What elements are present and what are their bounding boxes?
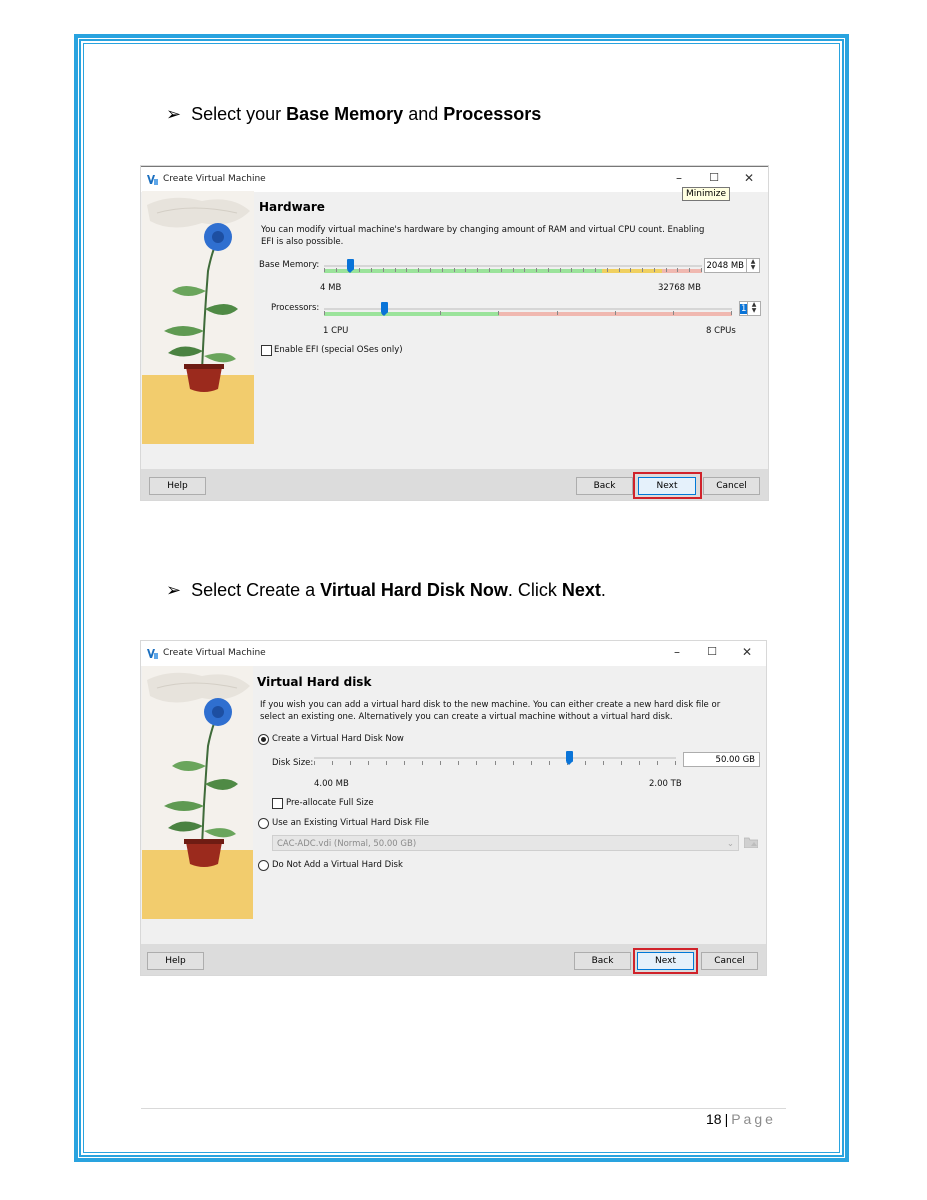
- slider-tick: [619, 268, 620, 272]
- no-disk-label: Do Not Add a Virtual Hard Disk: [272, 860, 403, 870]
- flower-pot-illustration: [142, 191, 254, 444]
- slider-tick: [440, 311, 441, 315]
- slider-tick: [571, 268, 572, 272]
- slider-tick: [731, 311, 732, 315]
- slider-tick: [332, 761, 333, 765]
- slider-tick: [442, 268, 443, 272]
- existing-disk-radio[interactable]: [258, 818, 269, 829]
- base-memory-label: Base Memory:: [259, 260, 320, 270]
- disk-min-label: 4.00 MB: [314, 779, 349, 789]
- preallocate-label: Pre-allocate Full Size: [286, 798, 374, 808]
- page-number: 18 | Page: [706, 1111, 776, 1127]
- disk-description: If you wish you can add a virtual hard disk to the new machine. You can either create a new hard disk file or select an existing one. Alternatively you can create a virtual machine without a virtual hard disk.: [260, 700, 721, 722]
- step1-instruction: ➢ Select your Base Memory and Processors: [166, 104, 542, 124]
- disk-max-label: 2.00 TB: [649, 779, 682, 789]
- slider-tick: [440, 761, 441, 765]
- slider-tick: [639, 761, 640, 765]
- slider-tick: [395, 268, 396, 272]
- slider-tick: [495, 761, 496, 765]
- slider-tick: [548, 268, 549, 272]
- slider-tick: [324, 311, 325, 315]
- no-disk-radio[interactable]: [258, 860, 269, 871]
- create-disk-radio[interactable]: [258, 734, 269, 745]
- chevron-down-icon: ⌄: [726, 839, 734, 849]
- slider-tick: [675, 761, 676, 765]
- base-memory-slider-thumb[interactable]: [347, 259, 354, 270]
- slider-tick: [371, 268, 372, 272]
- slider-tick: [314, 761, 315, 765]
- slider-tick: [595, 268, 596, 272]
- slider-tick: [477, 268, 478, 272]
- processors-slider-thumb[interactable]: [381, 302, 388, 313]
- back-button[interactable]: Back: [574, 952, 631, 970]
- cancel-button[interactable]: Cancel: [703, 477, 760, 495]
- slider-tick: [418, 268, 419, 272]
- slider-tick: [513, 268, 514, 272]
- enable-efi-checkbox[interactable]: [261, 345, 272, 356]
- slider-tick: [430, 268, 431, 272]
- slider-tick: [386, 761, 387, 765]
- bullet-arrow-icon: ➢: [166, 580, 182, 600]
- dialog-button-bar: [141, 469, 768, 500]
- processors-slider[interactable]: [324, 302, 732, 318]
- base-memory-spinbox[interactable]: 2048 MB ▲ ▼: [704, 258, 760, 273]
- slider-tick: [615, 311, 616, 315]
- hardware-panel: [258, 191, 768, 444]
- slider-tick: [536, 268, 537, 272]
- slider-tick: [531, 761, 532, 765]
- preallocate-checkbox[interactable]: [272, 798, 283, 809]
- slider-tick: [642, 268, 643, 272]
- flower-pot-illustration: [142, 666, 253, 919]
- virtualbox-icon: [146, 173, 159, 186]
- spin-arrows-icon[interactable]: ▲ ▼: [746, 259, 759, 272]
- enable-efi-label: Enable EFI (special OSes only): [274, 345, 403, 355]
- next-button-highlight: [633, 948, 698, 974]
- dialog-titlebar: [141, 641, 766, 666]
- back-button[interactable]: Back: [576, 477, 633, 495]
- help-button[interactable]: Help: [147, 952, 204, 970]
- close-icon[interactable]: ✕: [741, 645, 753, 659]
- next-button[interactable]: Next: [637, 952, 694, 970]
- processors-spinbox[interactable]: 1 ▲ ▼: [739, 301, 761, 316]
- slider-tick: [465, 268, 466, 272]
- slider-tick: [513, 761, 514, 765]
- slider-tick: [501, 268, 502, 272]
- next-button[interactable]: Next: [638, 477, 696, 495]
- slider-tick: [498, 311, 499, 315]
- slider-tick: [368, 761, 369, 765]
- slider-tick: [654, 268, 655, 272]
- slider-tick: [630, 268, 631, 272]
- create-disk-label: Create a Virtual Hard Disk Now: [272, 734, 404, 744]
- slider-tick: [701, 268, 702, 272]
- processors-max-label: 8 CPUs: [706, 326, 736, 336]
- slider-tick: [350, 761, 351, 765]
- slider-tick: [476, 761, 477, 765]
- footer-rule: [141, 1108, 786, 1109]
- minimize-tooltip: Minimize: [682, 187, 730, 201]
- section-heading: Virtual Hard disk: [257, 675, 372, 689]
- wizard-illustration: [142, 191, 254, 444]
- disk-size-input[interactable]: 50.00 GB: [683, 752, 760, 767]
- base-memory-slider[interactable]: [324, 259, 702, 275]
- hardware-description: You can modify virtual machine's hardware by changing amount of RAM and virtual CPU count. Enabling EFI is also possible.: [261, 225, 705, 247]
- step2-instruction: ➢ Select Create a Virtual Hard Disk Now. Click Next.: [166, 580, 606, 600]
- slider-tick: [383, 268, 384, 272]
- virtualbox-icon: [146, 647, 159, 660]
- hardware-dialog: [141, 166, 768, 500]
- next-button-highlight: [633, 472, 702, 499]
- disk-size-slider-thumb[interactable]: [566, 751, 573, 762]
- dialog-title: Create Virtual Machine: [163, 648, 266, 658]
- processors-min-label: 1 CPU: [323, 326, 349, 336]
- slider-tick: [585, 761, 586, 765]
- slider-tick: [549, 761, 550, 765]
- dialog-titlebar: [141, 166, 768, 199]
- slider-tick: [603, 761, 604, 765]
- slider-tick: [458, 761, 459, 765]
- wizard-illustration: [142, 666, 253, 919]
- processors-label: Processors:: [271, 303, 320, 313]
- existing-disk-label: Use an Existing Virtual Hard Disk File: [272, 818, 429, 828]
- maximize-icon[interactable]: ☐: [707, 645, 717, 658]
- slider-tick: [454, 268, 455, 272]
- slider-tick: [406, 268, 407, 272]
- slider-tick: [489, 268, 490, 272]
- help-button[interactable]: Help: [149, 477, 206, 495]
- dialog-title: Create Virtual Machine: [163, 174, 266, 184]
- slider-tick: [621, 761, 622, 765]
- dialog-button-bar: [141, 944, 766, 975]
- section-heading: Hardware: [259, 200, 325, 214]
- slider-tick: [557, 311, 558, 315]
- slider-tick: [677, 268, 678, 272]
- slider-tick: [336, 268, 337, 272]
- minimize-icon[interactable]: –: [674, 645, 680, 659]
- disk-size-slider[interactable]: [314, 751, 676, 767]
- memory-max-label: 32768 MB: [658, 283, 701, 293]
- existing-disk-combobox[interactable]: CAC-ADC.vdi (Normal, 50.00 GB) ⌄: [272, 835, 739, 851]
- slider-tick: [404, 761, 405, 765]
- slider-tick: [666, 268, 667, 272]
- slider-tick: [657, 761, 658, 765]
- maximize-icon[interactable]: ☐: [709, 171, 719, 184]
- virtual-hard-disk-dialog: [141, 641, 766, 975]
- slider-tick: [422, 761, 423, 765]
- cancel-button[interactable]: Cancel: [701, 952, 758, 970]
- slider-tick: [560, 268, 561, 272]
- close-icon[interactable]: ✕: [743, 171, 755, 185]
- minimize-icon[interactable]: –: [676, 171, 682, 185]
- slider-tick: [689, 268, 690, 272]
- slider-tick: [359, 268, 360, 272]
- folder-icon[interactable]: [744, 837, 758, 848]
- slider-tick: [583, 268, 584, 272]
- virtual-hard-disk-panel: [257, 666, 767, 919]
- slider-tick: [324, 268, 325, 272]
- disk-size-label: Disk Size:: [272, 758, 314, 768]
- slider-tick: [607, 268, 608, 272]
- slider-tick: [673, 311, 674, 315]
- memory-min-label: 4 MB: [320, 283, 342, 293]
- spin-arrows-icon[interactable]: ▲ ▼: [747, 302, 760, 315]
- bullet-arrow-icon: ➢: [166, 104, 182, 124]
- slider-tick: [524, 268, 525, 272]
